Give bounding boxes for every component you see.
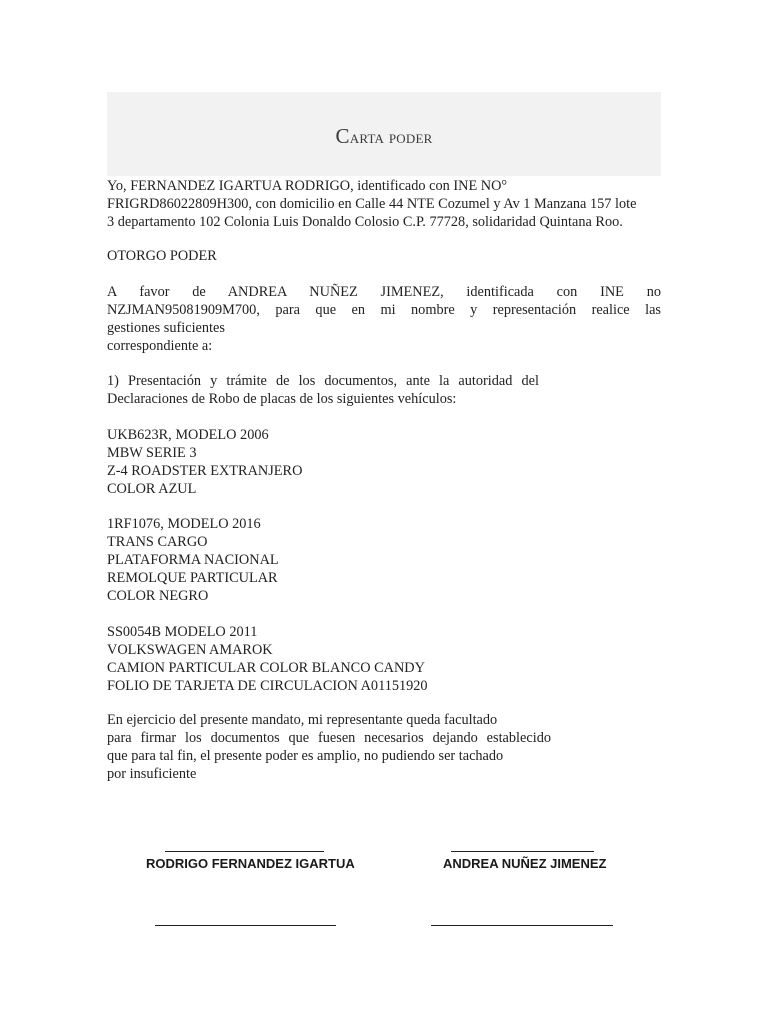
closing-line-4: por insuficiente <box>107 766 197 782</box>
favor-line-4: correspondiente a: <box>107 338 213 354</box>
vehicle3-line-3: CAMION PARTICULAR COLOR BLANCO CANDY <box>107 660 425 676</box>
intro-line-2: FRIGRD86022809H300, con domicilio en Calle 44 NTE Cozumel y Av 1 Manzana 157 lote <box>107 196 637 212</box>
vehicle3-line-2: VOLKSWAGEN AMAROK <box>107 642 273 658</box>
title-band <box>107 92 661 176</box>
signature-name-left: RODRIGO FERNANDEZ IGARTUA <box>146 856 355 871</box>
item-line-1: 1) Presentación y trámite de los documentos, ante la autoridad del <box>107 373 539 389</box>
favor-line-1: A favor de ANDREA NUÑEZ JIMENEZ, identificada con INE no <box>107 284 661 300</box>
vehicle1-line-3: Z-4 ROADSTER EXTRANJERO <box>107 463 303 479</box>
item-line-2: Declaraciones de Robo de placas de los siguientes vehículos: <box>107 391 457 407</box>
vehicle2-line-3: PLATAFORMA NACIONAL <box>107 552 279 568</box>
otorgo-poder-heading: OTORGO PODER <box>107 248 217 264</box>
document-title: Carta poder <box>335 124 433 148</box>
vehicle2-line-4: REMOLQUE PARTICULAR <box>107 570 278 586</box>
signature-line-right <box>451 851 594 852</box>
signature-name-right: ANDREA NUÑEZ JIMENEZ <box>443 856 607 871</box>
vehicle1-line-2: MBW SERIE 3 <box>107 445 197 461</box>
witness-line-right <box>431 925 613 926</box>
signature-line-left <box>165 851 324 852</box>
vehicle1-line-4: COLOR AZUL <box>107 481 197 497</box>
vehicle3-line-4: FOLIO DE TARJETA DE CIRCULACION A01151920 <box>107 678 428 694</box>
vehicle2-line-2: TRANS CARGO <box>107 534 208 550</box>
vehicle1-line-1: UKB623R, MODELO 2006 <box>107 427 269 443</box>
intro-line-1: Yo, FERNANDEZ IGARTUA RODRIGO, identificado con INE NO° <box>107 178 508 194</box>
closing-line-1: En ejercicio del presente mandato, mi representante queda facultado <box>107 712 498 728</box>
vehicle2-line-1: 1RF1076, MODELO 2016 <box>107 516 261 532</box>
closing-line-2: para firmar los documentos que fuesen necesarios dejando establecido <box>107 730 551 746</box>
witness-line-left <box>155 925 336 926</box>
closing-line-3: que para tal fin, el presente poder es amplio, no pudiendo ser tachado <box>107 748 504 764</box>
intro-line-3: 3 departamento 102 Colonia Luis Donaldo Colosio C.P. 77728, solidaridad Quintana Roo. <box>107 214 623 230</box>
favor-line-2: NZJMAN95081909M700, para que en mi nombre y representación realice las <box>107 302 661 318</box>
vehicle2-line-5: COLOR NEGRO <box>107 588 209 604</box>
favor-line-3: gestiones suficientes <box>107 320 225 336</box>
vehicle3-line-1: SS0054B MODELO 2011 <box>107 624 258 640</box>
